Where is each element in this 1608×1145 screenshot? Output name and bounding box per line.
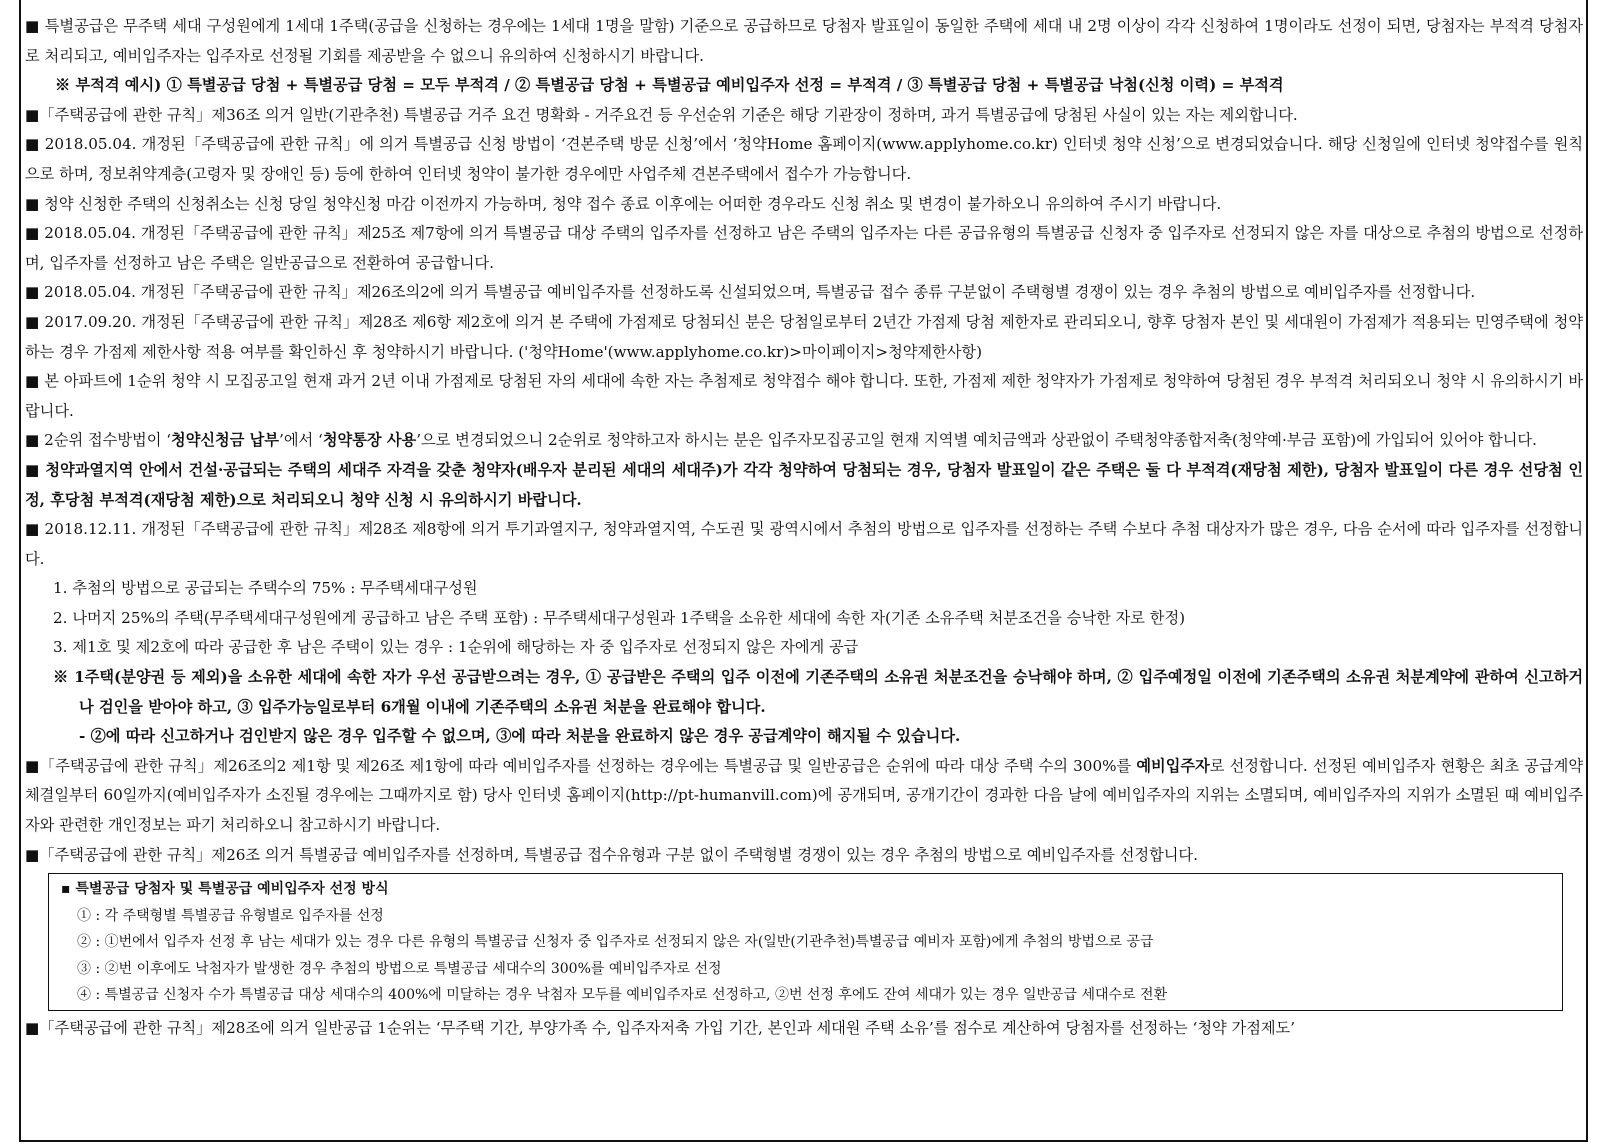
notice-second-rank-method [25, 426, 1583, 456]
notice-order-item-3: 3. 제1호 및 제2호에 따라 공급한 후 남은 주택이 있는 경우 : 1순위에 해당하는 자 중 입주자로 선정되지 않은 자에게 공급 [53, 638, 859, 657]
notice-point-system-restriction: ■ 2017.09.20. 개정된「주택공급에 관한 규칙」제28조 제6항 제2호에 의거 본 주택에 가점제로 당첨되신 분은 당첨일로부터 2년간 가점제 당첨 제한자로 관리되오니, 향후 당첨자 본인 및 세대원이 가점제가 적용되는 민영주택에 청약하는 경우 가점제 제한사항 적용 여부를 확인하신 후 청약하시기 바랍니다. ('청약Home'(www.applyhome.co.kr)>마이페이지>청약제한사항) [25, 312, 1583, 361]
selection-method-step-2: ② : ①번에서 입주자 선정 후 남는 세대가 있는 경우 다른 유형의 특별공급 신청자 중 입주자로 선정되지 않은 자(일반(기관추천)특별공급 예비자 포함)에게 추첨의 방법으로 공급 [77, 934, 1154, 951]
notice-institution-recommendation: ■「주택공급에 관한 규칙」제36조 의거 일반(기관추천) 특별공급 거주 요건 명확화 - 거주요건 등 우선순위 기준은 해당 기관장이 정하며, 과거 특별공급에 당첨된 사실이 있는 자는 제외합니다. [25, 105, 1298, 124]
notice-reserve-text-2: 로 선정합니다. 선정된 예비입주자 현황은 최초 공급계약 체결일부터 60일까지(예비입주자가 소진될 경우에는 그때까지로 함) 당사 인터넷 홈페이지(http://pt-humanvill.com)에 공개되며, 공개기간이 경과한 다음 날에 예비입주자의 지위는 소멸되며, 예비입주자의 지위가 소멸된 때 예비입주자와 관련한 개인정보는 파기 처리하오니 참고하시기 바랍니다. [25, 756, 1583, 835]
notice-content [25, 12, 1583, 1043]
notice-contract-termination: - ②에 따라 신고하거나 검인받지 않은 경우 입주할 수 없으며, ③에 따라 처분을 완료하지 않은 경우 공급계약이 해지될 수 있습니다. [79, 727, 961, 746]
selection-method-step-4: ④ : 특별공급 신청자 수가 특별공급 대상 세대수의 400%에 미달하는 경우 낙첨자 모두를 예비입주자로 선정하고, ②번 선정 후에도 잔여 세대가 있는 경우 일반공급 세대수로 전환 [77, 987, 1168, 1004]
notice-reserve-occupants [25, 752, 1583, 841]
notice-second-rank-text-2: ’에서 ‘ [279, 431, 323, 450]
notice-order-item-2: 2. 나머지 25%의 주택(무주택세대구성원에게 공급하고 남은 주택 포함) : 무주택세대구성원과 1주택을 소유한 세대에 속한 자(기존 소유주택 처분조건을 승낙한 자로 한정) [53, 608, 1186, 627]
notice-cancellation: ■ 청약 신청한 주택의 신청취소는 신청 당일 청약신청 마감 이전까지 가능하며, 청약 접수 종료 이후에는 어떠한 경우라도 신청 취소 및 변경이 불가하오니 유의하여 주시기 바랍니다. [25, 194, 1222, 213]
notice-second-rank-text-3: ’으로 변경되었으니 2순위로 청약하고자 하시는 분은 입주자모집공고일 현재 지역별 예치금액과 상관없이 주택청약종합저축(청약예·부금 포함)에 가입되어 있어야 합니다. [416, 431, 1537, 450]
selection-method-title: ▪ 특별공급 당첨자 및 특별공급 예비입주자 선정 방식 [61, 881, 389, 898]
selection-method-box [48, 873, 1563, 1011]
notice-ineligible-example: ※ 부적격 예시) ① 특별공급 당첨 + 특별공급 당첨 = 모두 부적격 / ② 특별공급 당첨 + 특별공급 예비입주자 선정 = 부적격 / ③ 특별공급 당첨 + 특별공급 낙첨(신청 이력) = 부적격 [55, 76, 1284, 95]
notice-second-rank-text-1: ■ 2순위 접수방법이 ‘ [25, 431, 172, 450]
notice-article-26-2: ■ 2018.05.04. 개정된「주택공급에 관한 규칙」제26조의2에 의거 특별공급 예비입주자를 선정하도록 신설되었으며, 특별공급 접수 종류 구분없이 주택형별 경쟁이 있는 경우 추첨의 방법으로 예비입주자를 선정합니다. [25, 283, 1476, 302]
notice-reserve-bold: 예비입주자 [1136, 756, 1210, 775]
selection-method-step-3: ③ : ②번 이후에도 낙첨자가 발생한 경우 추첨의 방법으로 특별공급 세대수의 300%를 예비입주자로 선정 [77, 960, 722, 977]
notice-second-rank-bold-1: 청약신청금 납부 [171, 431, 280, 450]
notice-overheated-area: ■ 청약과열지역 안에서 건설·공급되는 주택의 세대주 자격을 갖춘 청약자(배우자 분리된 세대의 세대주)가 각각 청약하여 당첨되는 경우, 당첨자 발표일이 같은 주택은 둘 다 부적격(재당첨 제한), 당첨자 발표일이 다른 경우 선당첨 인정, 후당첨 부적격(재당첨 제한)으로 처리되오니 청약 신청 시 유의하시기 바랍니다. [25, 460, 1583, 509]
notice-article-28-8: ■ 2018.12.11. 개정된「주택공급에 관한 규칙」제28조 제8항에 의거 투기과열지구, 청약과열지역, 수도권 및 광역시에서 추첨의 방법으로 입주자를 선정하는 주택 수보다 추첨 대상자가 많은 경우, 다음 순서에 따라 입주자를 선정합니다. [25, 520, 1583, 568]
notice-reserve-text-1: ■「주택공급에 관한 규칙」제26조의2 제1항 및 제26조 제1항에 따라 예비입주자를 선정하는 경우에는 특별공급 및 일반공급은 순위에 따라 대상 주택 수의 300%를 [25, 756, 1137, 775]
notice-order-item-1: 1. 추첨의 방법으로 공급되는 주택수의 75% : 무주택세대구성원 [53, 579, 478, 598]
notice-point-system-first-rank: ■「주택공급에 관한 규칙」제28조에 의거 일반공급 1순위는 ‘무주택 기간, 부양가족 수, 입주자저축 가입 기간, 본인과 세대원 주택 소유’를 점수로 계산하여 당첨자를 선정하는 ‘청약 가점제도’ [25, 1018, 1296, 1037]
notice-online-application: ■ 2018.05.04. 개정된「주택공급에 관한 규칙」에 의거 특별공급 신청 방법이 ‘견본주택 방문 신청’에서 ‘청약Home 홈페이지(www.applyhome.co.kr) 인터넷 청약 신청’으로 변경되었습니다. 해당 신청일에 인터넷 청약접수를 원칙으로 하며, 정보취약계층(고령자 및 장애인 등) 등에 한하여 인터넷 청약이 불가한 경우에만 사업주체 견본주택에서 접수가 가능합니다. [25, 135, 1583, 183]
notice-article-25: ■ 2018.05.04. 개정된「주택공급에 관한 규칙」제25조 제7항에 의거 특별공급 대상 주택의 입주자를 선정하고 남은 주택의 입주자는 다른 공급유형의 특별공급 신청자 중 입주자로 선정되지 않은 자를 대상으로 추첨의 방법으로 선정하며, 입주자를 선정하고 남은 주택은 일반공급으로 전환하여 공급합니다. [25, 224, 1583, 272]
notice-special-reserve-selection: ■「주택공급에 관한 규칙」제26조 의거 특별공급 예비입주자를 선정하며, 특별공급 접수유형과 구분 없이 주택형별 경쟁이 있는 경우 추첨의 방법으로 예비입주자를 선정합니다. [25, 845, 1198, 864]
selection-method-step-1: ① : 각 주택형별 특별공급 유형별로 입주자를 선정 [77, 907, 384, 924]
notice-one-house-owner: ※ 1주택(분양권 등 제외)을 소유한 세대에 속한 자가 우선 공급받으려는 경우, ① 공급받은 주택의 입주 이전에 기존주택의 소유권 처분조건을 승낙해야 하며, ② 입주예정일 이전에 기존주택의 소유권 처분계약에 관하여 신고하거나 검인을 받아야 하고, ③ 입주가능일로부터 6개월 이내에 기존주택의 소유권 처분을 완료해야 합니다. [53, 668, 1583, 716]
notice-second-rank-bold-2: 청약통장 사용 [322, 431, 417, 450]
notice-first-rank-lottery: ■ 본 아파트에 1순위 청약 시 모집공고일 현재 과거 2년 이내 가점제로 당첨된 자의 세대에 속한 자는 추첨제로 청약접수 해야 합니다. 또한, 가점제 제한 청약자가 가점제로 청약하여 당첨된 경우 부적격 처리되오니 청약 시 유의하시기 바랍니다. [25, 372, 1583, 420]
notice-special-supply-one-household: ■ 특별공급은 무주택 세대 구성원에게 1세대 1주택(공급을 신청하는 경우에는 1세대 1명을 말함) 기준으로 공급하므로 당첨자 발표일이 동일한 주택에 세대 내 2명 이상이 각각 신청하여 1명이라도 선정이 되면, 당첨자는 부적격 당첨자로 처리되고, 예비입주자는 입주자로 선정될 기회를 제공받을 수 없으니 유의하여 신청하시기 바랍니다. [25, 17, 1583, 65]
